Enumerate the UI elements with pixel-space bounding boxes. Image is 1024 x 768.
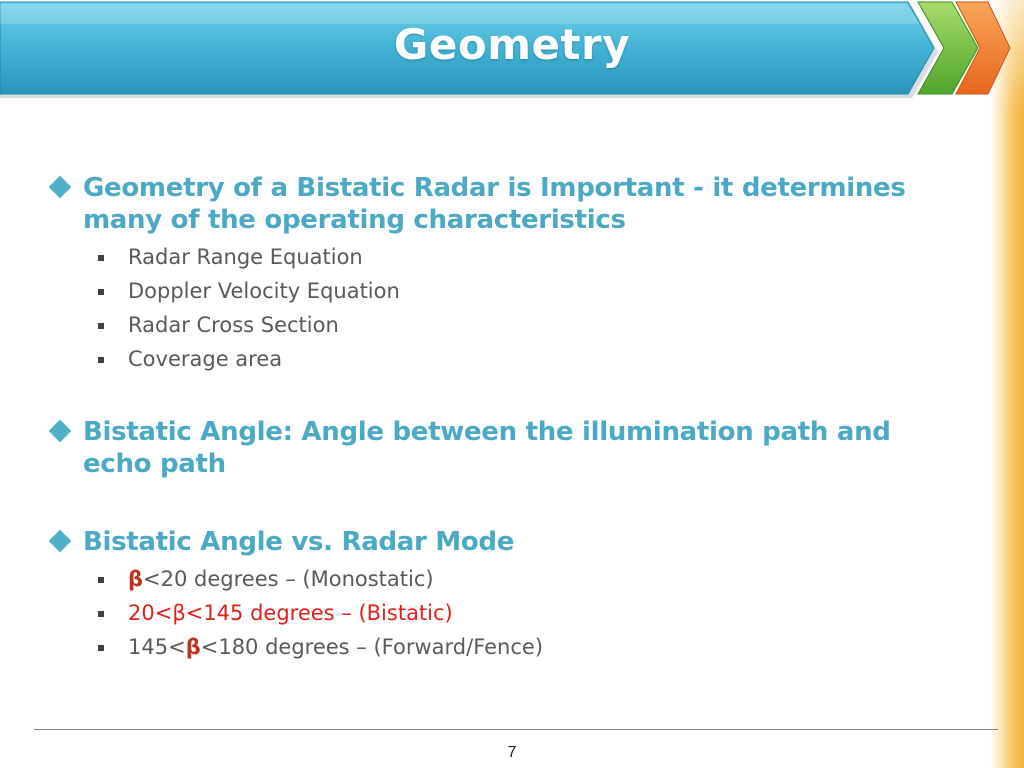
diamond-bullet-icon bbox=[49, 176, 72, 199]
list-item-text: Coverage area bbox=[128, 347, 283, 371]
list-item-forward bbox=[46, 630, 946, 664]
section-heading: Bistatic Angle vs. Radar Mode bbox=[83, 527, 515, 557]
square-bullet-icon bbox=[98, 611, 104, 617]
slide-content bbox=[46, 172, 946, 694]
slide-title: Geometry bbox=[393, 20, 631, 69]
list-item-monostatic bbox=[46, 562, 946, 596]
diamond-bullet-icon bbox=[49, 420, 72, 443]
sub-list bbox=[46, 240, 946, 376]
side-decoration-strip bbox=[990, 0, 1024, 768]
list-item bbox=[46, 308, 946, 342]
square-bullet-icon bbox=[98, 357, 104, 363]
main-bullet bbox=[46, 416, 946, 480]
square-bullet-icon bbox=[98, 255, 104, 261]
list-item-text: 20<β<145 degrees – (Bistatic) bbox=[128, 601, 453, 625]
section-heading: Bistatic Angle: Angle between the illumination path and echo path bbox=[83, 417, 891, 479]
list-item-text: Doppler Velocity Equation bbox=[128, 279, 400, 303]
beta-symbol: β bbox=[128, 567, 144, 591]
main-bullet bbox=[46, 526, 946, 558]
beta-symbol: β bbox=[185, 635, 201, 659]
square-bullet-icon bbox=[98, 323, 104, 329]
list-item-bistatic bbox=[46, 596, 946, 630]
list-item-text: <20 degrees – (Monostatic) bbox=[143, 567, 434, 591]
square-bullet-icon bbox=[98, 577, 104, 583]
list-item-text: Radar Cross Section bbox=[128, 313, 339, 337]
diamond-bullet-icon bbox=[49, 530, 72, 553]
list-item-text: <180 degrees – (Forward/Fence) bbox=[200, 635, 544, 659]
list-item bbox=[46, 342, 946, 376]
list-item bbox=[46, 240, 946, 274]
square-bullet-icon bbox=[98, 289, 104, 295]
footer-divider bbox=[34, 729, 998, 730]
list-item bbox=[46, 274, 946, 308]
page-number: 7 bbox=[507, 744, 517, 761]
list-item-text: Radar Range Equation bbox=[128, 245, 363, 269]
square-bullet-icon bbox=[98, 645, 104, 651]
list-item-text-prefix: 145< bbox=[128, 635, 186, 659]
section-geometry bbox=[46, 172, 946, 376]
main-bullet bbox=[46, 172, 946, 236]
section-bistatic-angle bbox=[46, 416, 946, 480]
section-radar-mode bbox=[46, 526, 946, 664]
section-heading: Geometry of a Bistatic Radar is Important - it determines many of the operating characteristics bbox=[83, 173, 906, 235]
sub-list bbox=[46, 562, 946, 664]
